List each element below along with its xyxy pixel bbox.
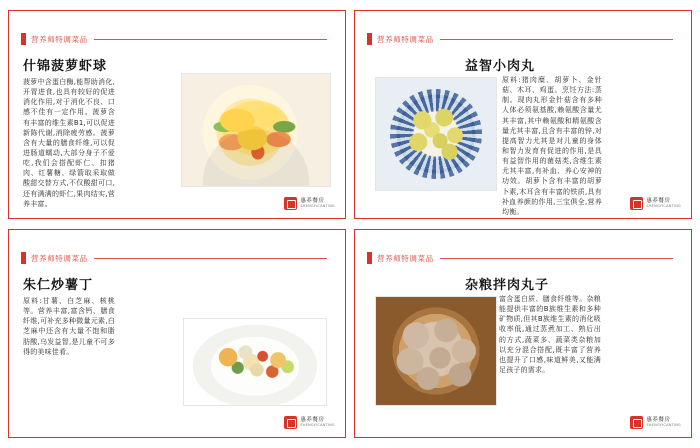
logo-name-en: SHENGYICANTING <box>646 203 681 208</box>
dish-title: 什锦菠萝虾球 <box>23 59 108 74</box>
logo-text <box>646 199 681 208</box>
brand-logo <box>630 416 681 429</box>
dish-card[interactable] <box>354 229 692 438</box>
header-divider <box>94 39 327 40</box>
dish-description: 原料:甘薯、白芝麻、核桃等。营养丰富,富含钙、膳食纤维,可补充多种微量元素,白芝麻中还含有大量不饱和脂肪酸,乌发益智,是儿童不可多得的美味佳肴。 <box>23 297 115 356</box>
dish-photo <box>181 73 331 187</box>
dish-photo <box>375 296 497 406</box>
header-divider <box>440 39 673 40</box>
card-header-label: 营养师特调菜品 <box>377 253 434 263</box>
logo-name-en: SHENGYICANTING <box>300 203 335 208</box>
card-header-label: 营养师特调菜品 <box>377 34 434 44</box>
header-marker-icon <box>367 33 372 45</box>
logo-mark-icon <box>284 416 297 429</box>
dish-card[interactable] <box>8 10 346 219</box>
logo-name-cn: 惠养餐房 <box>646 197 671 204</box>
logo-name-cn: 惠养餐房 <box>646 416 671 423</box>
logo-name-en: SHENGYICANTING <box>646 422 681 427</box>
header-divider <box>94 258 327 259</box>
dish-photo <box>183 318 327 406</box>
card-header-label: 营养师特调菜品 <box>31 253 88 263</box>
card-body <box>369 274 679 427</box>
card-body <box>369 55 679 216</box>
dish-title: 朱仁炒薯丁 <box>23 278 94 293</box>
header-marker-icon <box>21 33 26 45</box>
card-header <box>21 33 327 45</box>
dish-description: 菠萝中含蛋白酶,能帮助消化,开胃进食,也具有较好的促进消化作用,对于消化不良、口感不佳有一定作用。菠萝含有丰富的维生素B1,可以促进新陈代谢,消除疲劳感。菠萝含有大量的膳食纤维,可以促进肠道蠕动,大部分身子不爱吃,我们会搭配虾仁、扣猪肉、红薯糖、绿箭取采取做酸甜交替方式,不仅酸甜可口,还有满满的虾仁,果肉结实,营养丰富。 <box>23 78 115 208</box>
card-body <box>23 274 333 427</box>
logo-name-cn: 惠养餐房 <box>300 197 325 204</box>
logo-text <box>300 418 335 427</box>
card-body <box>23 55 333 208</box>
dish-description: 富含蛋白质、膳食纤维等。杂粮能提供丰富的B族维生素和多种矿物质,但其B族维生素的消化吸收率低,通过蒸煮加工、熟后出的方式,蔬菜多、蔬菜类杂粮加以充分混合搭配,既丰富了营养也提升了口感,味道鲜美,又能满足孩子的需求。 <box>499 295 601 374</box>
card-header <box>367 252 673 264</box>
card-header <box>367 33 673 45</box>
card-header-label: 营养师特调菜品 <box>31 34 88 44</box>
logo-mark-icon <box>630 416 643 429</box>
brand-logo <box>284 197 335 210</box>
header-marker-icon <box>367 252 372 264</box>
logo-name-cn: 惠养餐房 <box>300 416 325 423</box>
logo-name-en: SHENGYICANTING <box>300 422 335 427</box>
dish-photo <box>375 77 497 191</box>
brand-logo <box>284 416 335 429</box>
dish-title: 杂粮拌肉丸子 <box>465 278 550 293</box>
brand-logo <box>630 197 681 210</box>
logo-mark-icon <box>284 197 297 210</box>
header-marker-icon <box>21 252 26 264</box>
logo-text <box>646 418 681 427</box>
dish-description: 原料:猪肉糜、胡萝卜、金针菇、木耳、鸡蛋。烹饪方法:蒸制。现肉丸形金针菇含有多种人体必须氨基酸,赖氨酸含量尤其丰富,其中赖氨酸和精氨酸含量尤其丰富,且含有丰富的锌,对提高智力尤其是对儿童的身体和智力发育有促进的作用,是具有益智作用的菌菇类,含维生素尤其丰富,有补血、养心安神的功效。胡萝卜含有丰富的胡萝卜素,木耳含有丰富的铁质,具有补血养颜的作用,三宝俱全,营养均衡。 <box>502 76 602 216</box>
logo-mark-icon <box>630 197 643 210</box>
header-divider <box>440 258 673 259</box>
card-header <box>21 252 327 264</box>
dish-card[interactable] <box>354 10 692 219</box>
dish-card[interactable] <box>8 229 346 438</box>
logo-text <box>300 199 335 208</box>
dish-title: 益智小肉丸 <box>465 59 536 74</box>
